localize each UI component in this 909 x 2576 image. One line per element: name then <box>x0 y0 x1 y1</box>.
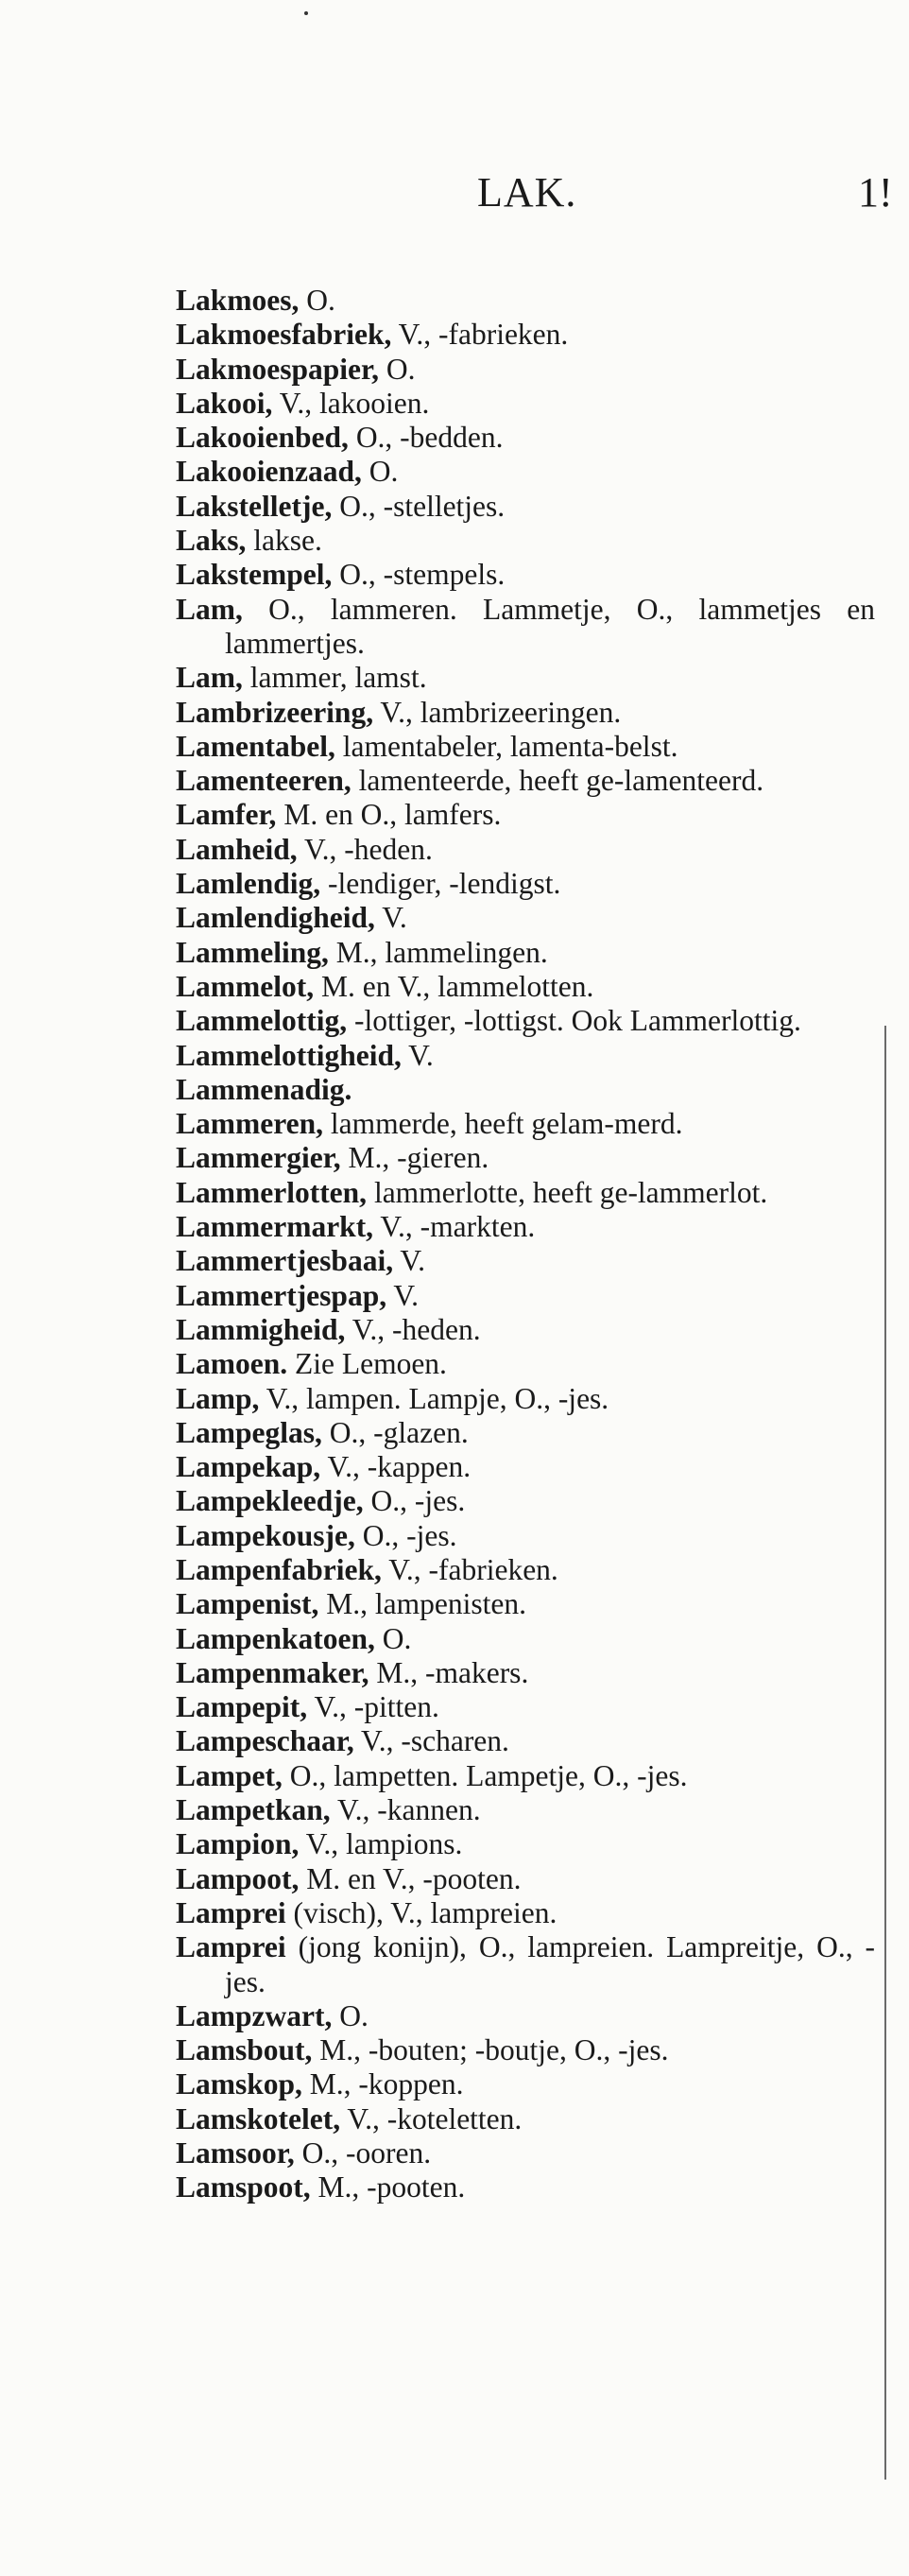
entry-definition: O., lampetten. Lampetje, O., -jes. <box>282 1758 688 1792</box>
dictionary-entry <box>176 1999 875 2033</box>
entry-headword: Lampekleedje, <box>176 1484 364 1518</box>
entry-headword: Lamlendigheid, <box>176 901 375 935</box>
entry-definition: M., -koppen. <box>301 2067 464 2101</box>
entry-headword: Lammerlotten, <box>176 1175 368 1209</box>
entry-definition: V., -pitten. <box>307 1690 439 1724</box>
dictionary-entries <box>176 284 875 2205</box>
dictionary-entry <box>176 2033 875 2067</box>
dictionary-entry <box>176 1553 875 1587</box>
entry-definition: V., -scharen. <box>353 1724 509 1758</box>
entry-definition: O., -stelletjes. <box>332 489 506 523</box>
entry-headword: Lamsbout, <box>176 2033 313 2067</box>
entry-definition: lammer, lamst. <box>242 661 427 695</box>
entry-headword: Lampenfabriek, <box>176 1552 382 1586</box>
entry-headword: Lakmoesfabriek, <box>176 318 392 352</box>
dictionary-entry <box>176 318 875 352</box>
entry-headword: Lakmoes, <box>176 284 300 317</box>
entry-definition: V., -heden. <box>345 1312 481 1346</box>
entry-definition: O., -stempels. <box>332 558 506 592</box>
dictionary-entry <box>176 970 875 1004</box>
entry-headword: Lamprei <box>176 1930 286 1964</box>
column-rule <box>884 1026 886 2480</box>
entry-headword: Lammelottig, <box>176 1004 348 1038</box>
entry-headword: Lakooienzaad, <box>176 455 362 489</box>
entry-headword: Lamsoor, <box>176 2136 295 2170</box>
entry-definition: O., -jes. <box>354 1518 457 1552</box>
dictionary-entry <box>176 2170 875 2204</box>
entry-definition: M., -makers. <box>369 1655 529 1689</box>
entry-headword: Laks, <box>176 524 247 558</box>
dictionary-entry <box>176 1141 875 1175</box>
entry-definition: V., lakooien. <box>272 386 430 420</box>
dictionary-entry <box>176 1210 875 1244</box>
entry-headword: Lampet, <box>176 1758 283 1792</box>
entry-headword: Lampekousje, <box>176 1518 355 1552</box>
entry-definition: V. <box>374 901 407 935</box>
entry-definition: (jong konijn), O., lampreien. Lampreitje, O., -jes. <box>225 1930 875 1998</box>
entry-definition: lammerde, heeft gelam-merd. <box>323 1107 683 1141</box>
entry-headword: Lamskop, <box>176 2067 302 2101</box>
entry-definition: M., -gieren. <box>340 1141 489 1175</box>
entry-headword: Lamentabel, <box>176 729 335 763</box>
entry-definition: M. en V., lammelotten. <box>314 969 594 1003</box>
entry-definition: V. <box>401 1038 434 1072</box>
entry-headword: Lampetkan, <box>176 1793 331 1827</box>
entry-definition: V., lampen. Lampje, O., -jes. <box>259 1381 609 1415</box>
entry-headword: Lampenkatoen, <box>176 1621 375 1655</box>
dictionary-entry <box>176 1107 875 1141</box>
entry-headword: Lammigheid, <box>176 1312 346 1346</box>
entry-definition: O., -jes. <box>363 1484 466 1518</box>
dictionary-entry <box>176 1313 875 1347</box>
dictionary-entry <box>176 730 875 764</box>
entry-headword: Lamlendig, <box>176 867 321 901</box>
entry-definition: V., -fabrieken. <box>391 318 569 352</box>
entry-definition: M. en O., lamfers. <box>276 798 502 832</box>
entry-headword: Lampzwart, <box>176 1998 333 2032</box>
dictionary-entry <box>176 1793 875 1827</box>
entry-headword: Lampeglas, <box>176 1415 322 1449</box>
entry-headword: Lamp, <box>176 1381 260 1415</box>
dictionary-entry <box>176 1416 875 1450</box>
entry-headword: Lakooi, <box>176 386 273 420</box>
dictionary-entry <box>176 1450 875 1484</box>
dictionary-entry <box>176 833 875 867</box>
entry-headword: Lamenteeren, <box>176 764 352 798</box>
entry-definition: V. <box>393 1244 425 1278</box>
entry-definition: V., -kappen. <box>320 1450 472 1484</box>
dictionary-entry <box>176 284 875 318</box>
entry-definition: O., -ooren. <box>294 2136 432 2170</box>
entry-headword: Lammertjesbaai, <box>176 1244 394 1278</box>
dictionary-entry <box>176 1073 875 1107</box>
dictionary-entry <box>176 1587 875 1621</box>
entry-definition: V., -fabrieken. <box>381 1552 558 1586</box>
dictionary-entry <box>176 1176 875 1210</box>
entry-definition: -lendiger, -lendigst. <box>320 867 561 901</box>
entry-headword: Lamprei <box>176 1895 286 1929</box>
entry-headword: Lamfer, <box>176 798 277 832</box>
dictionary-entry <box>176 2102 875 2136</box>
entry-definition: V., -kannen. <box>330 1793 481 1827</box>
dictionary-entry <box>176 1004 875 1038</box>
entry-headword: Lammenadig. <box>176 1072 352 1106</box>
dictionary-entry <box>176 2136 875 2170</box>
entry-headword: Lamheid, <box>176 832 298 866</box>
entry-headword: Lampepit, <box>176 1690 308 1724</box>
dictionary-entry <box>176 901 875 935</box>
entry-definition: V., -markten. <box>373 1210 536 1244</box>
dictionary-entry <box>176 593 875 662</box>
dictionary-entry <box>176 387 875 421</box>
dictionary-entry <box>176 696 875 730</box>
dictionary-entry <box>176 1519 875 1553</box>
dictionary-entry <box>176 1759 875 1793</box>
dictionary-entry <box>176 455 875 489</box>
entry-definition: O. <box>379 352 416 386</box>
entry-headword: Lam, <box>176 661 243 695</box>
dictionary-entry <box>176 558 875 592</box>
entry-headword: Lakstempel, <box>176 558 333 592</box>
entry-definition: O. <box>299 284 335 317</box>
dictionary-entry <box>176 1382 875 1416</box>
dictionary-entry <box>176 421 875 455</box>
entry-headword: Lammertjespap, <box>176 1278 387 1312</box>
dictionary-entry <box>176 1690 875 1724</box>
entry-definition: V., lampions. <box>299 1827 463 1861</box>
entry-headword: Lammeling, <box>176 935 329 969</box>
entry-definition: M., lammelingen. <box>328 935 548 969</box>
entry-headword: Lammergier, <box>176 1141 341 1175</box>
entry-definition: O. <box>332 1998 369 2032</box>
dictionary-entry <box>176 867 875 901</box>
entry-headword: Lambrizeering, <box>176 695 374 729</box>
entry-definition: O., -glazen. <box>321 1415 469 1449</box>
entry-definition: M., -bouten; -boutje, O., -jes. <box>312 2033 669 2067</box>
entry-definition: -lottiger, -lottigst. Ook Lammerlottig. <box>347 1004 801 1038</box>
entry-headword: Lamskotelet, <box>176 2101 341 2135</box>
entry-definition: M., lampenisten. <box>318 1587 526 1621</box>
ink-speck <box>304 11 308 15</box>
entry-definition: Zie Lemoen. <box>287 1347 447 1381</box>
dictionary-entry <box>176 1279 875 1313</box>
dictionary-entry <box>176 490 875 524</box>
dictionary-entry <box>176 1622 875 1656</box>
dictionary-entry <box>176 936 875 970</box>
entry-headword: Lamspoot, <box>176 2170 311 2204</box>
dictionary-entry <box>176 1930 875 1999</box>
entry-definition: lammerlotte, heeft ge-lammerlot. <box>367 1175 768 1209</box>
entry-definition: M., -pooten. <box>310 2170 466 2204</box>
entry-headword: Lammelottigheid, <box>176 1038 402 1072</box>
entry-definition: O. <box>374 1621 412 1655</box>
entry-headword: Lampekap, <box>176 1450 321 1484</box>
entry-definition: O., -bedden. <box>348 421 504 455</box>
dictionary-entry <box>176 1724 875 1758</box>
dictionary-entry <box>176 1896 875 1930</box>
entry-definition: O., lammeren. Lammetje, O., lammetjes en lammertjes. <box>225 592 875 660</box>
dictionary-entry <box>176 1862 875 1896</box>
entry-headword: Lampeschaar, <box>176 1724 354 1758</box>
dictionary-entry <box>176 353 875 387</box>
dictionary-entry <box>176 1656 875 1690</box>
entry-definition: O. <box>361 455 399 489</box>
entry-definition: V., -koteletten. <box>340 2101 523 2135</box>
entry-headword: Lampenist, <box>176 1587 319 1621</box>
dictionary-entry <box>176 1039 875 1073</box>
entry-definition: lamentabeler, lamenta-belst. <box>334 729 678 763</box>
dictionary-entry <box>176 798 875 832</box>
dictionary-entry <box>176 661 875 695</box>
entry-definition: V. <box>386 1278 419 1312</box>
dictionary-entry <box>176 2067 875 2101</box>
entry-headword: Lakstelletje, <box>176 489 333 523</box>
entry-definition: M. en V., -pooten. <box>299 1861 522 1895</box>
dictionary-entry <box>176 1244 875 1278</box>
dictionary-entry <box>176 764 875 798</box>
entry-headword: Lakooienbed, <box>176 421 349 455</box>
dictionary-entry <box>176 1484 875 1518</box>
entry-headword: Lam, <box>176 592 243 626</box>
page-header <box>0 168 909 225</box>
entry-headword: Lammelot, <box>176 969 315 1003</box>
dictionary-entry <box>176 1347 875 1381</box>
entry-headword: Lakmoespapier, <box>176 352 379 386</box>
entry-headword: Lampion, <box>176 1827 300 1861</box>
dictionary-entry <box>176 524 875 558</box>
page-number: 1! <box>858 169 893 216</box>
entry-headword: Lampoot, <box>176 1861 300 1895</box>
dictionary-entry <box>176 1827 875 1861</box>
entry-definition: lamenteerde, heeft ge-lamenteerd. <box>351 764 764 798</box>
entry-definition: lakse. <box>246 524 322 558</box>
entry-definition: V., -heden. <box>297 832 433 866</box>
entry-headword: Lamoen. <box>176 1347 288 1381</box>
entry-headword: Lampenmaker, <box>176 1655 369 1689</box>
entry-headword: Lammeren, <box>176 1107 324 1141</box>
entry-definition: (visch), V., lampreien. <box>285 1895 557 1929</box>
page-title: LAK. <box>477 169 577 216</box>
entry-headword: Lammermarkt, <box>176 1210 374 1244</box>
entry-definition: V., lambrizeeringen. <box>373 695 622 729</box>
